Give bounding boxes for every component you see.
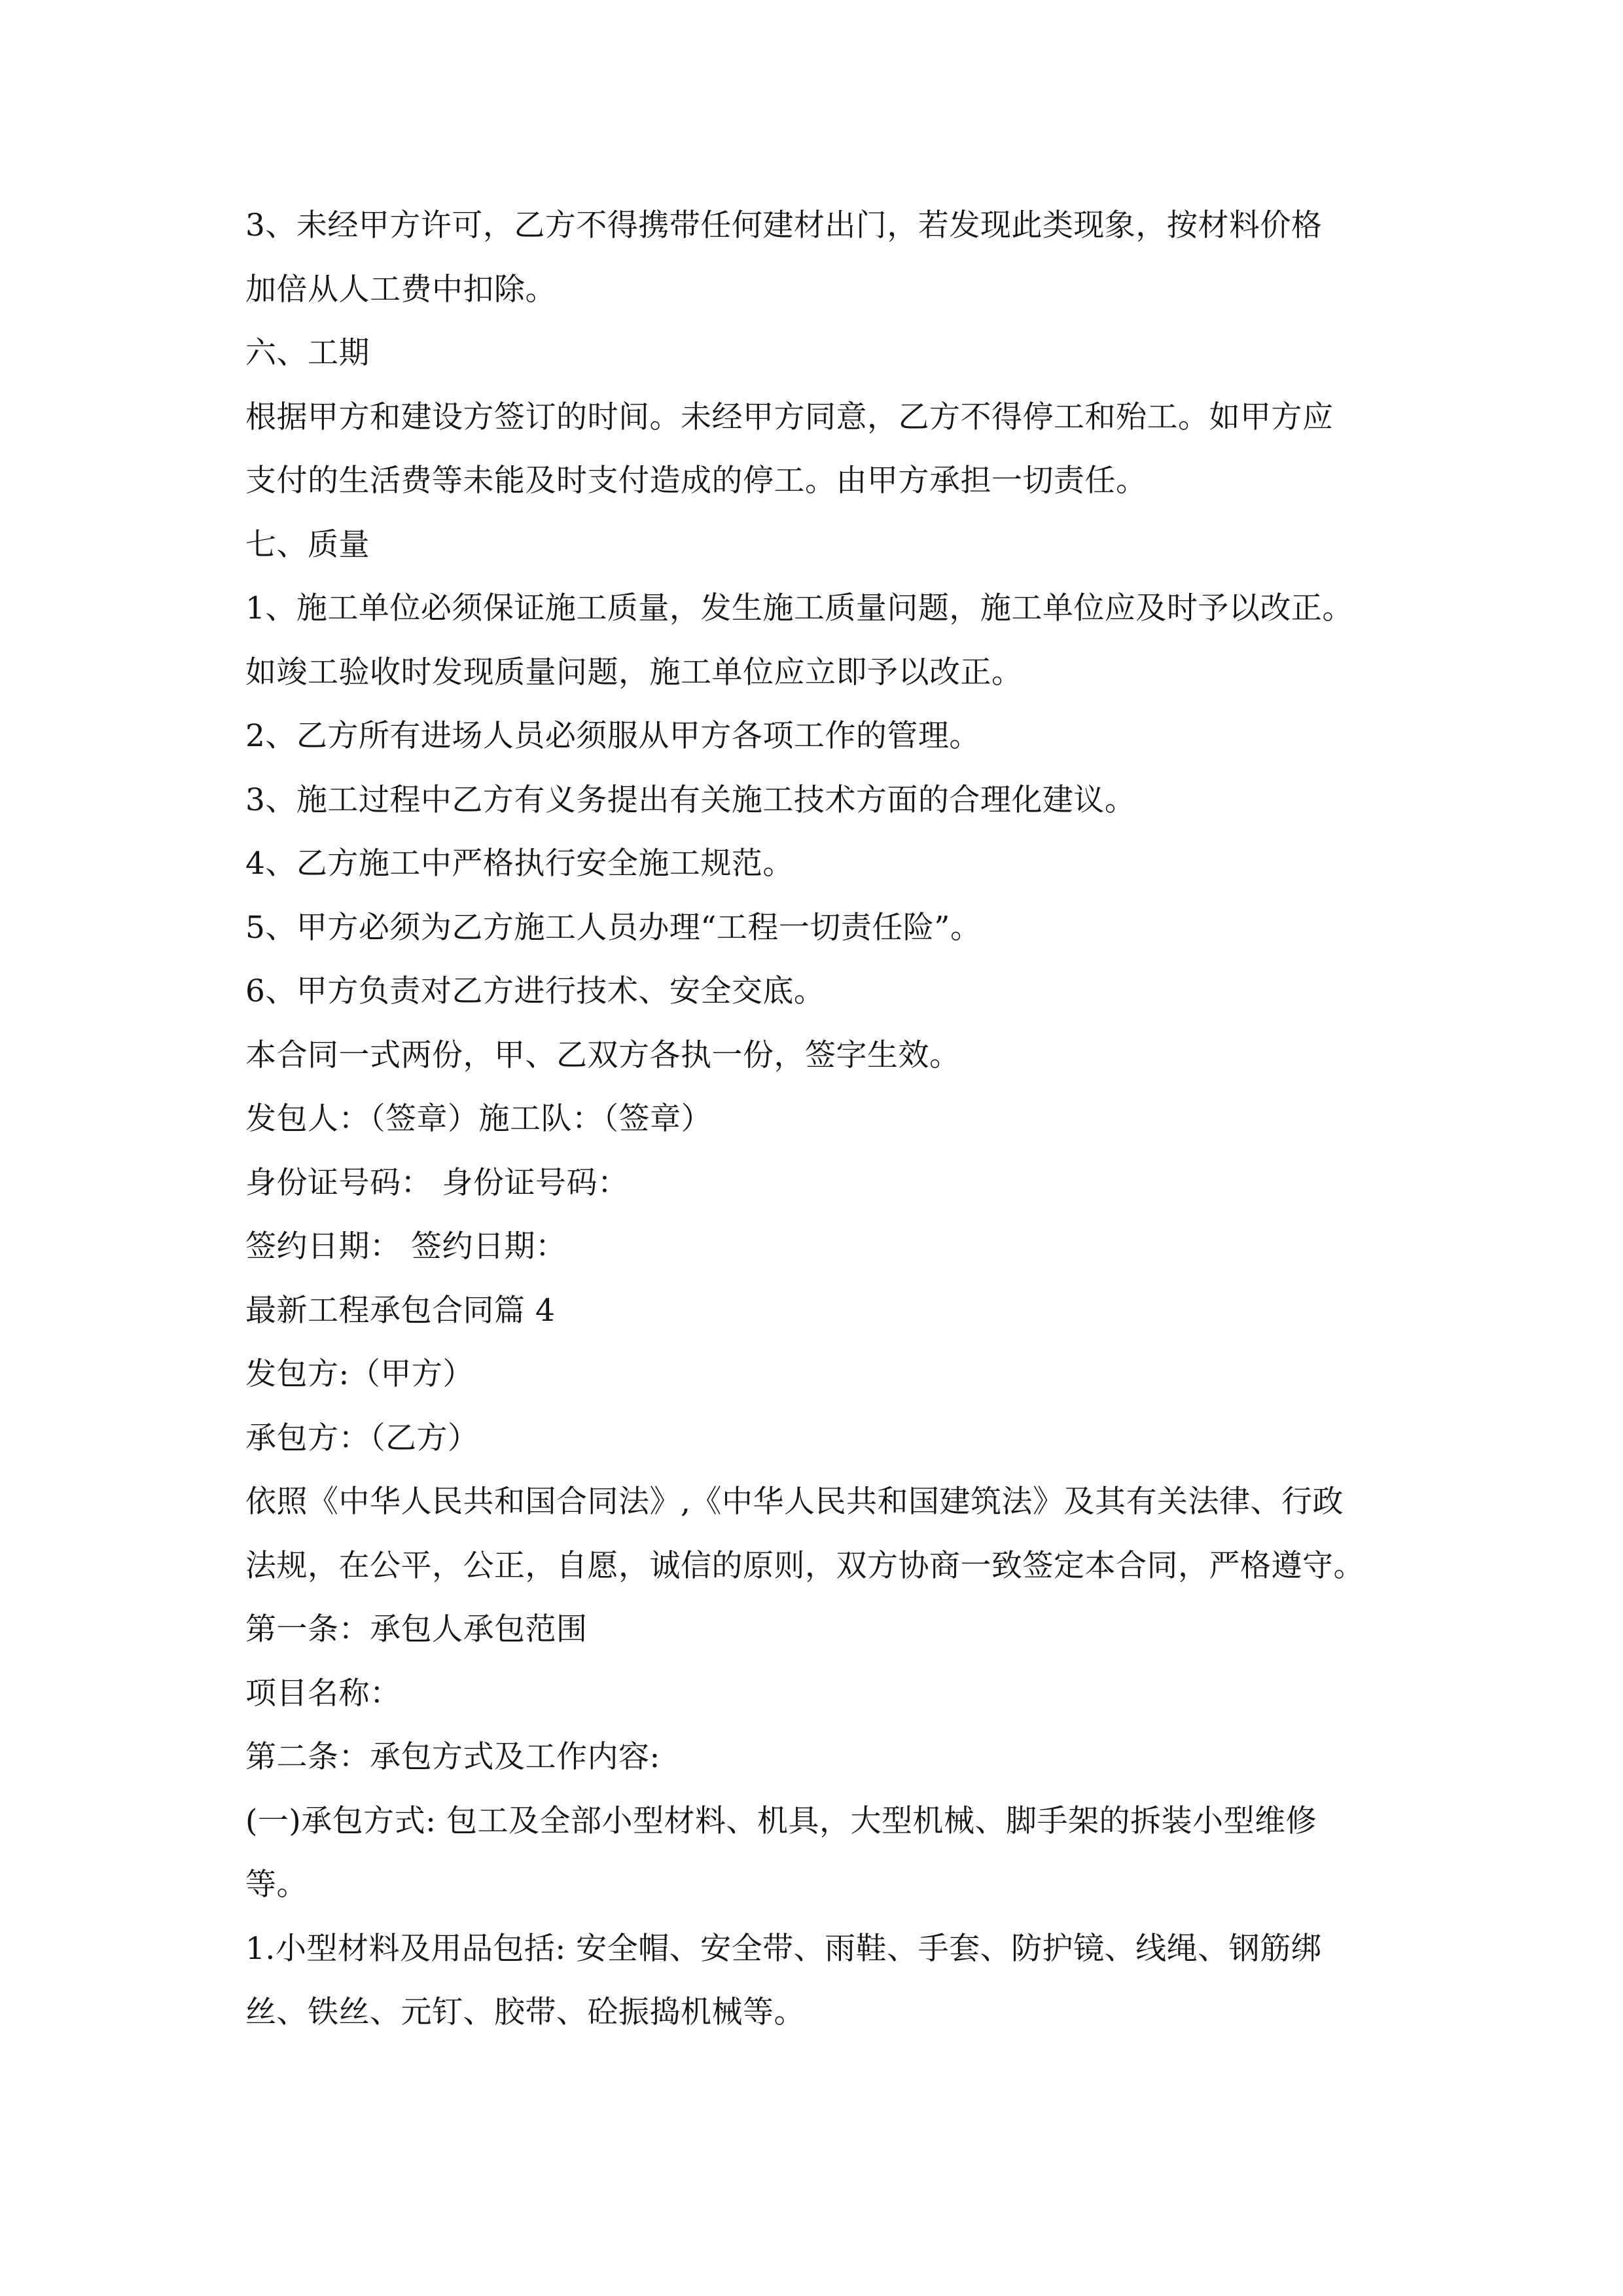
paragraph-line: 依照《中华人民共和国合同法》,《中华人民共和国建筑法》及其有关法律、行政 [245,1484,1344,1520]
paragraph-line: 根据甲方和建设方签订的时间。未经甲方同意，乙方不得停工和殆工。如甲方应 [245,399,1334,435]
paragraph-line: (一)承包方式: 包工及全部小型材料、机具，大型机械、脚手架的拆装小型维修 [245,1803,1317,1839]
article-heading: 第二条：承包方式及工作内容: [245,1739,660,1775]
paragraph-line: 2、乙方所有进场人员必须服从甲方各项工作的管理。 [245,718,980,754]
paragraph-line: 法规，在公平，公正，自愿，诚信的原则，双方协商一致签定本合同，严格遵守。 [245,1547,1364,1584]
paragraph-line: 3、施工过程中乙方有义务提出有关施工技术方面的合理化建议。 [245,781,1136,818]
paragraph-line: 如竣工验收时发现质量问题，施工单位应立即予以改正。 [245,654,1023,691]
paragraph-line: 4、乙方施工中严格执行安全施工规范。 [245,846,794,882]
party-a-line: 发包方:（甲方） [245,1356,474,1392]
section-heading: 六、工期 [245,335,370,371]
id-number-line: 身份证号码： 身份证号码： [245,1164,629,1201]
article-heading: 第一条：承包人承包范围 [245,1611,588,1647]
section-heading: 七、质量 [245,526,370,563]
paragraph-line: 等。 [245,1867,308,1903]
sign-date-line: 签约日期： 签约日期： [245,1229,567,1265]
paragraph-line: 1、施工单位必须保证施工质量，发生施工质量问题，施工单位应及时予以改正。 [245,590,1353,626]
contract-title: 最新工程承包合同篇 4 [245,1292,556,1329]
paragraph-line: 1.小型材料及用品包括: 安全帽、安全带、雨鞋、手套、防护镜、线绳、钢筋绑 [245,1930,1323,1967]
contract-text-body [245,194,1417,2045]
project-name-line: 项目名称： [245,1675,401,1712]
paragraph-line: 3、未经甲方许可，乙方不得携带任何建材出门，若发现此类现象，按材料价格 [245,207,1323,243]
paragraph-line: 支付的生活费等未能及时支付造成的停工。由甲方承担一切责任。 [245,463,1147,499]
signature-line: 发包人：（签章）施工队：（签章） [245,1101,712,1137]
paragraph-line: 丝、铁丝、元钉、胶带、砼振捣机械等。 [245,1994,805,2030]
paragraph-line: 6、甲方负责对乙方进行技术、安全交底。 [245,973,825,1009]
party-b-line: 承包方：（乙方） [245,1420,479,1456]
paragraph-line: 5、甲方必须为乙方施工人员办理“工程一切责任险”。 [245,909,982,946]
paragraph-line: 加倍从人工费中扣除。 [245,271,556,308]
paragraph-line: 本合同一式两份，甲、乙双方各执一份，签字生效。 [245,1037,961,1073]
